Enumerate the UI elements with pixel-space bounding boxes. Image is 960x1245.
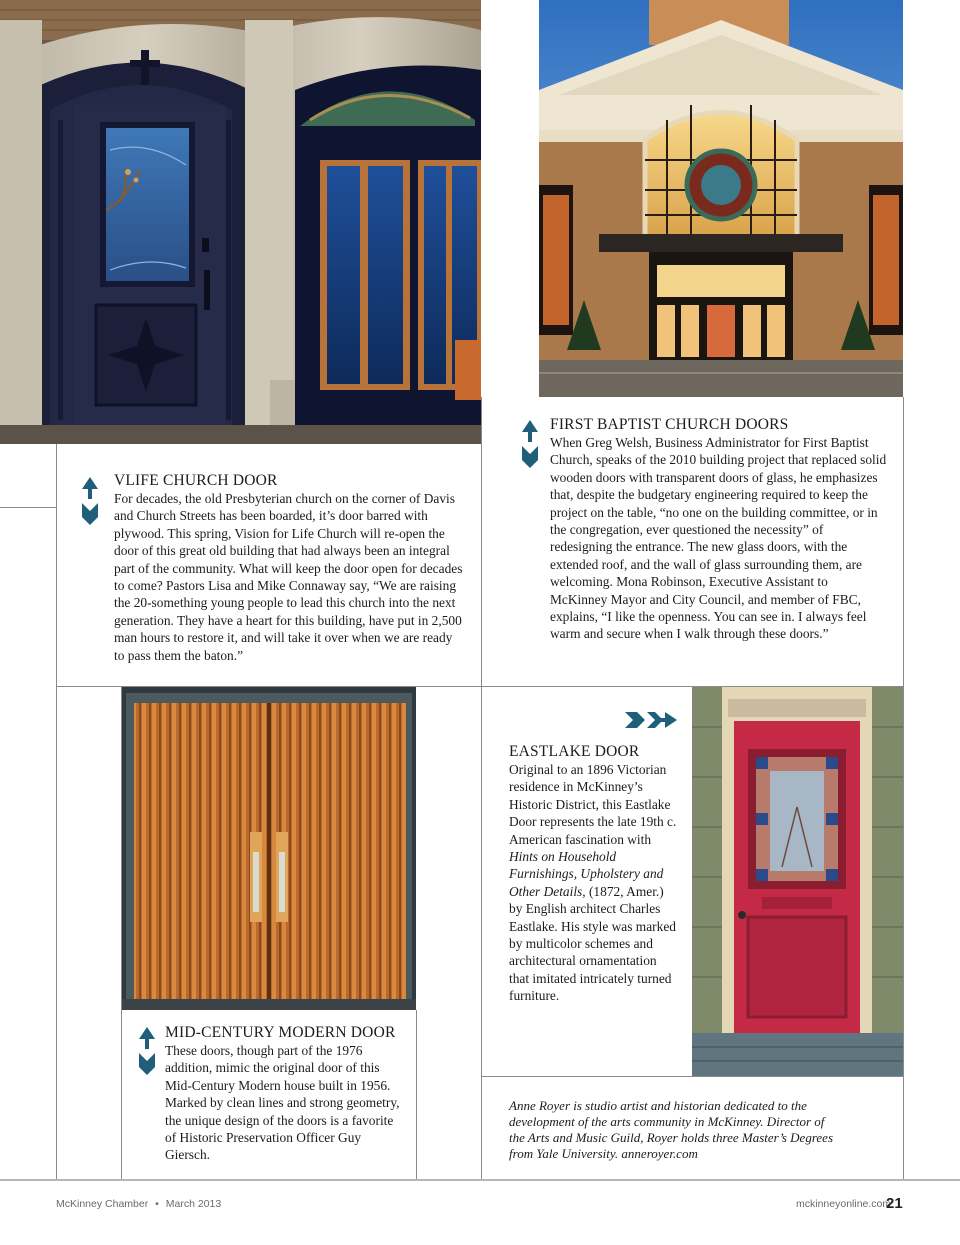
eastlake-body (509, 761, 679, 1005)
midcentury-box-right (416, 1010, 417, 1179)
baptist-title: FIRST BAPTIST CHURCH DOORS (550, 416, 789, 433)
footer-left (56, 1198, 221, 1210)
vlife-article (114, 472, 464, 664)
column-divider (481, 397, 482, 1179)
row-divider (56, 686, 904, 687)
eastlake-book-title: Hints on Household Furnishings, Upholstery and Other Details (509, 849, 664, 899)
footer-site[interactable]: mckinneyonline.com (796, 1198, 892, 1210)
left-border (56, 444, 57, 1179)
eastlake-door-photo (692, 687, 903, 1076)
arrow-up-icon (137, 1027, 157, 1077)
right-border (903, 397, 904, 1179)
baptist-body: When Greg Welsh, Business Administrator for First Baptist Church, speaks of the 2010 building project that replaced solid wooden doors with transparent doors of glass, he emphasizes that, despite the budgetary engineering required to keep the project on the table, “no one on the building committee, or in the congregation, ever questioned the necessity” of redesigning the entrance. The new glass doors, with the extended roof, and the wall of glass surrounding them, are welcoming. Mona Robinson, Executive Assistant to McKinney Mayor and City Council, and member of FBC, explains, “I like the openness. You can see in. I always feel warm and secure when I walk through these doors.” (550, 435, 887, 642)
footer-publication: McKinney Chamber (56, 1198, 149, 1210)
first-baptist-church-photo (539, 0, 903, 397)
page-number: 21 (886, 1195, 903, 1212)
left-tick-rule (0, 507, 56, 508)
mid-century-door-photo (122, 687, 416, 1010)
vlife-title: VLIFE CHURCH DOOR (114, 472, 278, 489)
arrow-right-icon (625, 710, 677, 730)
eastlake-body-start: Original to an 1896 Victorian residence in McKinney’s Historic District, this Eastlake Door represents the late 19th c. American fascination with (509, 762, 677, 847)
author-credit: Anne Royer is studio artist and historian dedicated to the development of the arts community in McKinney. Director of the Arts and Music Guild, Royer holds three Master’s Degrees from Yale University. anneroyer.com (509, 1098, 833, 1161)
arrow-up-icon (80, 477, 100, 527)
credit-rule (481, 1076, 904, 1077)
eastlake-body-end: , (1872, Amer.) by English architect Charles Eastlake. His style was marked by multicolor schemes and architectural ornamentation that imitated intricately turned furniture. (509, 883, 676, 1004)
arrow-up-icon (520, 420, 540, 470)
footer-bullet: • (155, 1198, 159, 1210)
baptist-article (550, 416, 888, 643)
midcentury-body: These doors, though part of the 1976 addition, mimic the original door of this Mid-Century Modern house built in 1956. Marked by clean lines and strong geometry, the unique design of the doors is a favorite of Historic Preservation Officer Guy Giersch. (165, 1043, 400, 1163)
vlife-body: For decades, the old Presbyterian church on the corner of Davis and Church Streets has been boarded, it’s door barred with plywood. This spring, Vision for Life Church will re-open the door of this great old building that had always been an integral part of the community. What will keep the door open for decades to come? Pastors Lisa and Mike Connaway say, “We are raising the 20-something young people to lead this church into the next generation. They have a heart for this building, have put in 2,500 man hours to restore it, and will take it over when we are ready to pass them the baton.” (114, 491, 463, 663)
eastlake-article (509, 743, 679, 1005)
midcentury-article (165, 1024, 405, 1164)
footer-date: March 2013 (165, 1198, 222, 1210)
footer-rule (0, 1179, 960, 1181)
vlife-church-door-photo (0, 0, 481, 444)
eastlake-title: EASTLAKE DOOR (509, 743, 640, 760)
midcentury-title: MID-CENTURY MODERN DOOR (165, 1024, 396, 1041)
midcentury-box-left (121, 686, 122, 1179)
